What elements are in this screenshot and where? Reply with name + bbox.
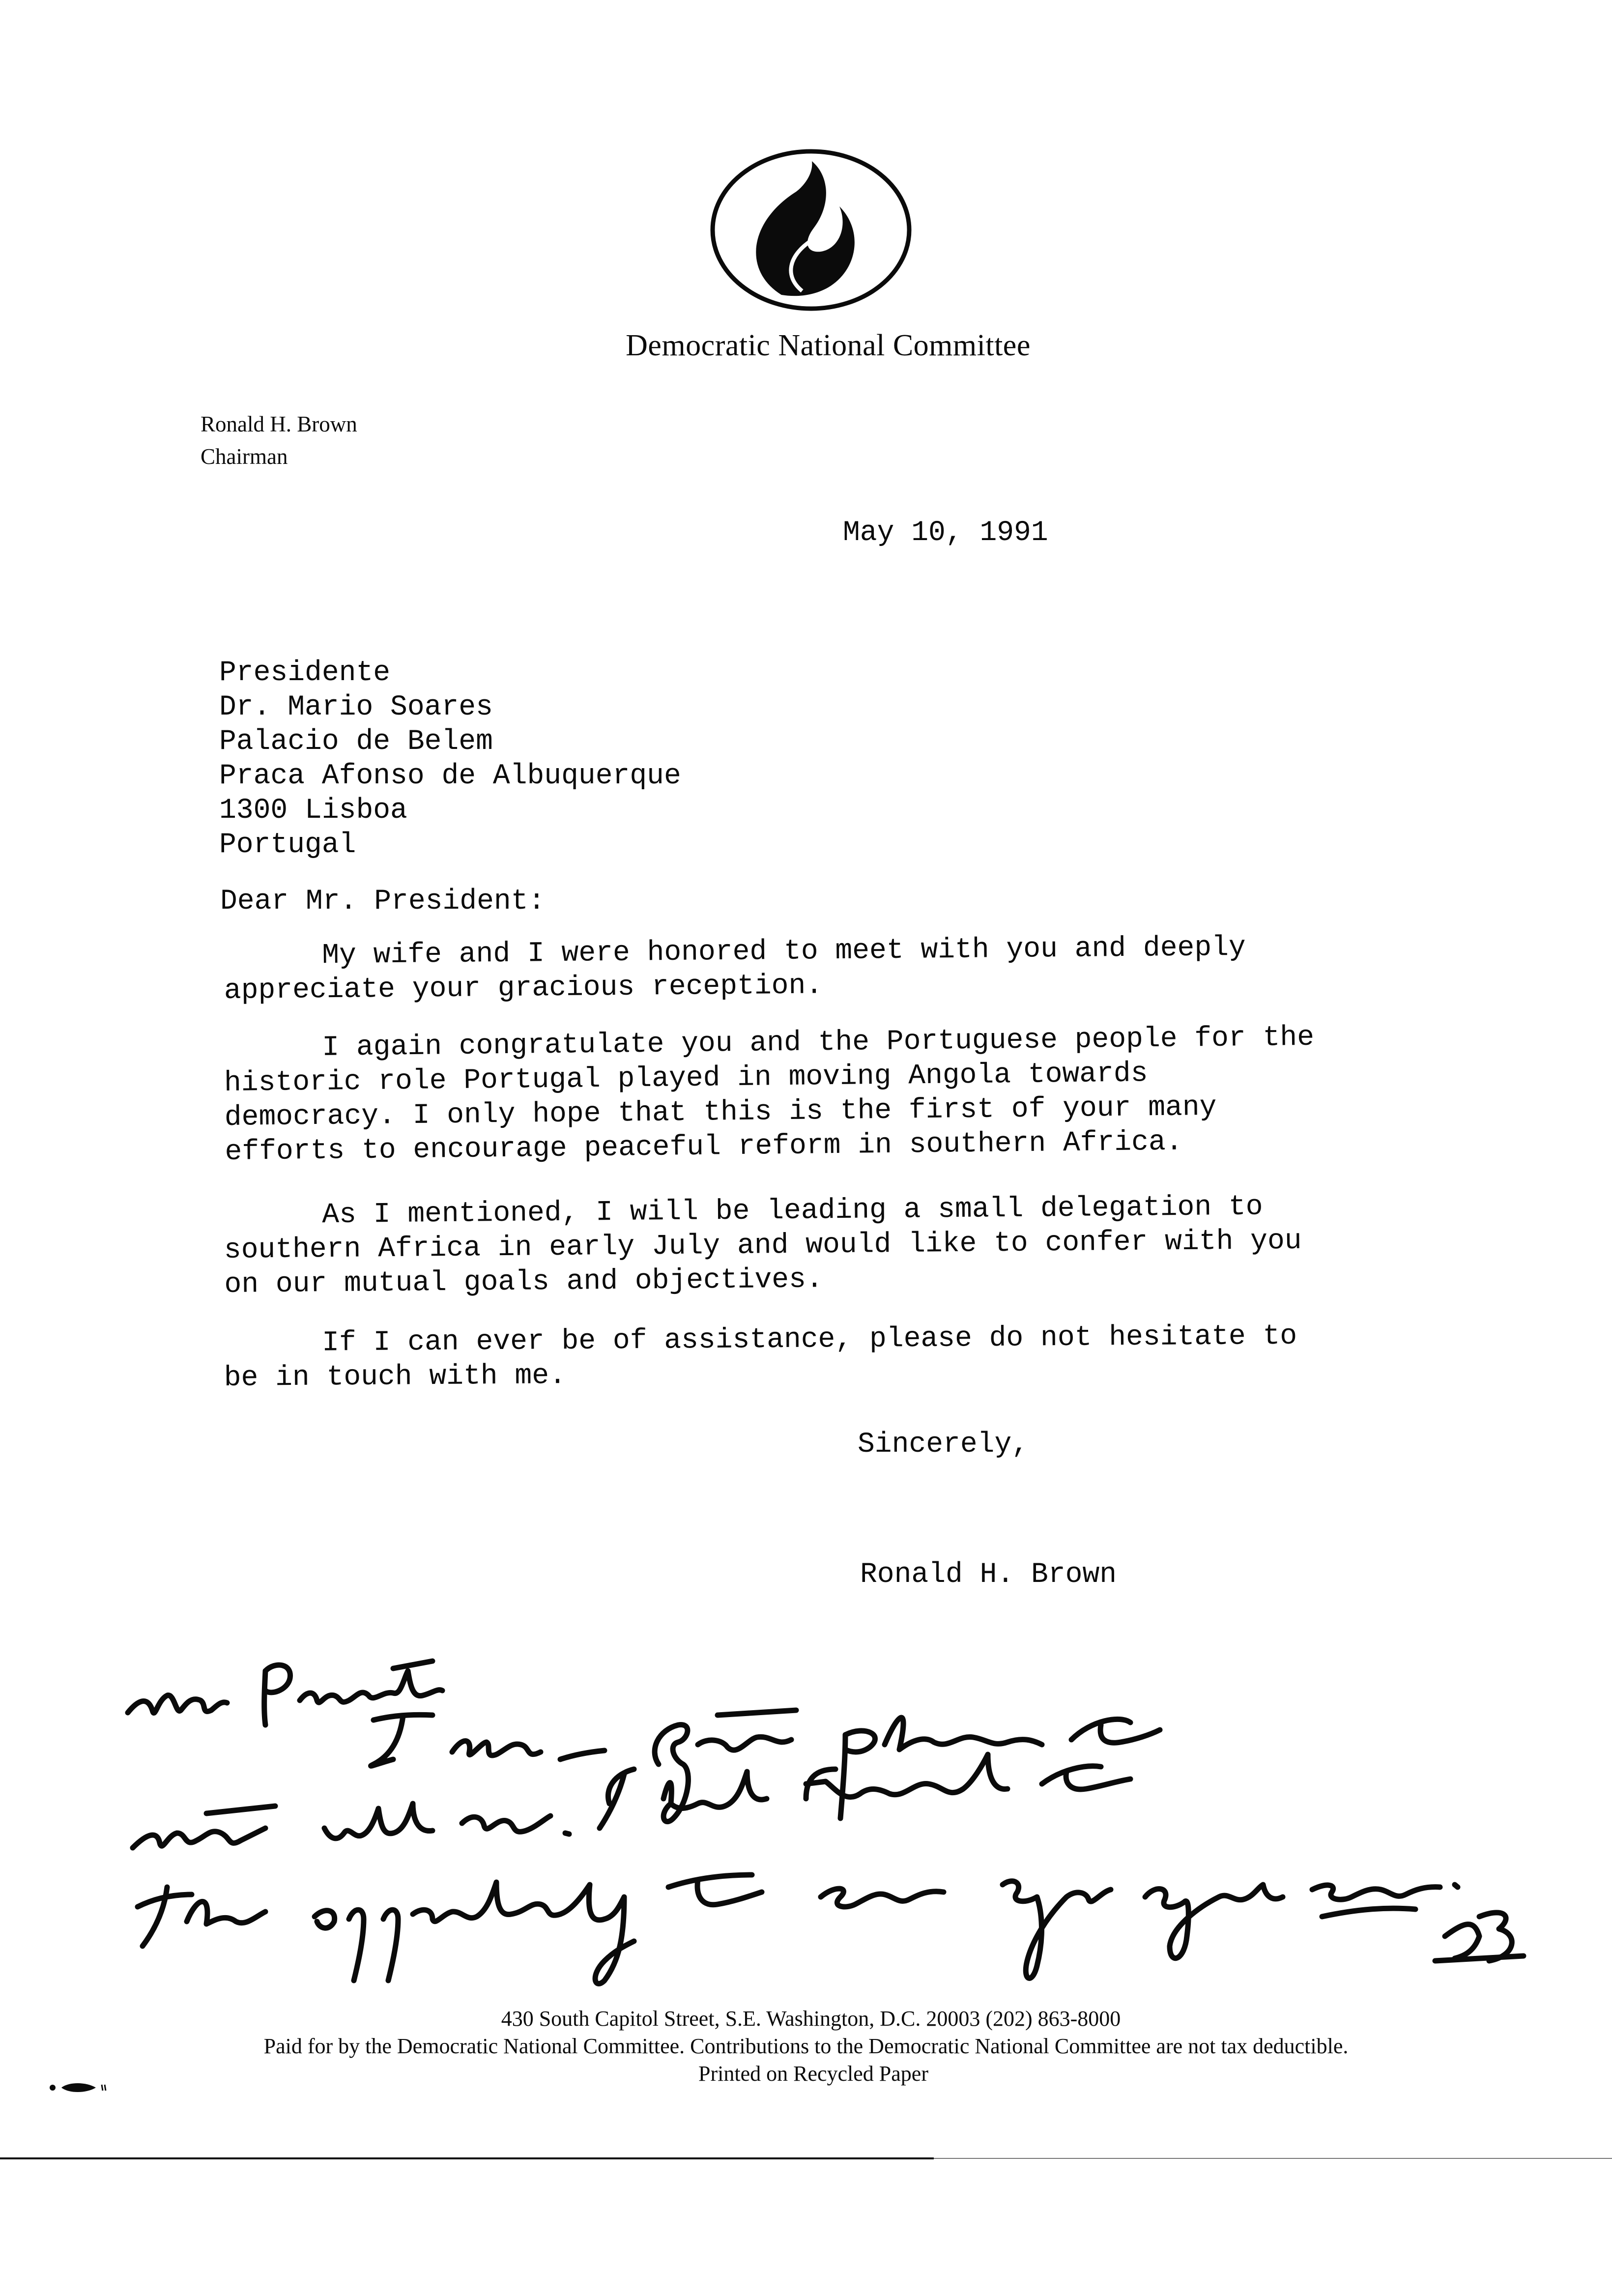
union-bug-icon [47,2078,115,2097]
body-paragraph [224,1019,1513,1170]
footer-address: 430 South Capitol Street, S.E. Washington, D.C. 20003 (202) 863-8000 [501,2007,1121,2031]
closing: Sincerely, [858,1429,1029,1461]
paragraph-line: be in touch with me. [224,1360,567,1394]
paragraph-line: My wife and I were honored to meet with you and deeply [322,931,1246,972]
paragraph-line: efforts to encourage peaceful reform in southern Africa. [225,1126,1183,1168]
footer-recycled: Printed on Recycled Paper [698,2062,928,2086]
paragraph-line: If I can ever be of assistance, please do not hesitate to [322,1320,1297,1359]
footer-disclaimer: Paid for by the Democratic National Committee. Contributions to the Democratic National Committee are not tax deductible. [263,2034,1349,2058]
paragraph-line: democracy. I only hope that this is the first of your many [224,1091,1217,1134]
organization-name: Democratic National Committee [626,329,1031,362]
body-paragraph [224,1188,1512,1302]
address-line: Dr. Mario Soares [219,691,493,723]
recipient-address [219,656,681,862]
paragraph-line: historic role Portugal played in moving Angola towards [224,1058,1148,1099]
handwritten-note [118,1641,1543,1995]
paragraph-line: As I mentioned, I will be leading a small delegation to [322,1191,1263,1232]
signature-name: Ronald H. Brown [860,1559,1117,1591]
paragraph-line: appreciate your gracious reception. [224,970,823,1007]
paragraph-line: I again congratulate you and the Portuguese people for the [322,1021,1315,1064]
address-line: Palacio de Belem [219,726,493,758]
salutation: Dear Mr. President: [220,886,546,918]
paragraph-line: southern Africa in early July and would like to confer with you [224,1225,1302,1266]
bottom-rule [0,2155,1612,2163]
paragraph-line: on our mutual goals and objectives. [224,1263,823,1301]
sender-name: Ronald H. Brown [201,412,357,436]
address-line: Portugal [219,829,356,861]
sender-title: Chairman [201,444,288,469]
body-paragraph [224,1318,1512,1396]
body-paragraph [224,928,1512,1008]
sender-block [201,408,357,473]
flame-in-circle-icon [708,147,914,315]
address-line: Praca Afonso de Albuquerque [219,760,681,792]
letter-date: May 10, 1991 [843,517,1048,549]
address-line: Presidente [219,657,391,689]
address-line: 1300 Lisboa [219,795,407,827]
footer [0,2005,1612,2088]
